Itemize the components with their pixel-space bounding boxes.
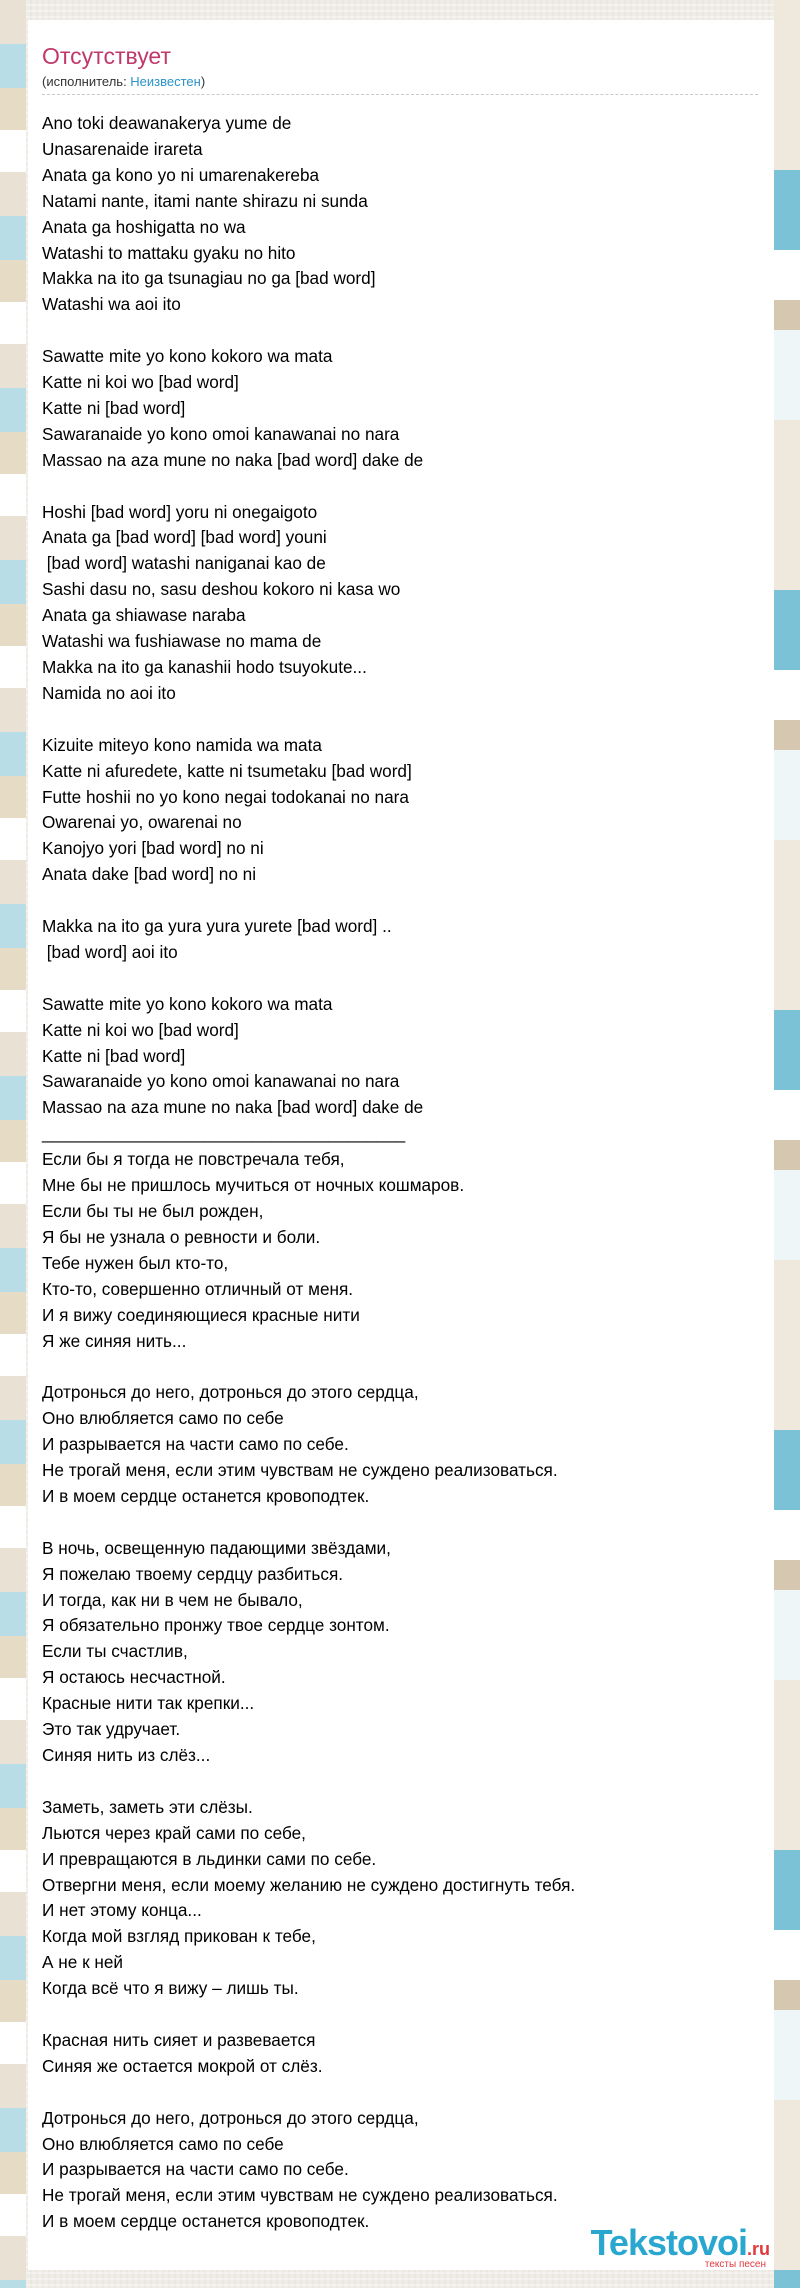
stanza-break	[42, 1354, 760, 1380]
lyric-line: Makka na ito ga yura yura yurete [bad word] ..	[42, 916, 392, 937]
lyric-line: Оно влюбляется само по себе	[42, 2133, 284, 2154]
lyric-line: Кто-то, совершенно отличный от меня.	[42, 1278, 354, 1299]
lyrics-card	[28, 20, 774, 2270]
lyric-line: И тогда, как ни в чем не бывало,	[42, 1589, 303, 1610]
lyric-line: Sawaranaide yo kono omoi kanawanai no nara	[42, 1071, 400, 1092]
lyric-line: Katte ni afuredete, katte ni tsumetaku [bad word]	[42, 760, 412, 781]
lyric-line: И я вижу соединяющиеся красные нити	[42, 1304, 360, 1325]
lyric-line: Когда всё что я вижу – лишь ты.	[42, 1978, 299, 1999]
stanza-break	[42, 1769, 760, 1795]
lyric-line: Синяя нить из слёз...	[42, 1744, 211, 1765]
lyric-line: [bad word] aoi ito	[42, 941, 178, 962]
lyric-line: И в моем сердце останется кровоподтек.	[42, 2211, 370, 2232]
stanza-break	[42, 966, 760, 992]
lyric-line: Watashi to mattaku gyaku no hito	[42, 242, 296, 263]
background-stripes-right	[774, 0, 800, 2288]
artist-link[interactable]: Неизвестен	[130, 74, 201, 89]
lyric-line: Если бы я тогда не повстречала тебя,	[42, 1149, 345, 1170]
song-title: Отсутствует	[42, 43, 171, 69]
lyric-line: [bad word] watashi naniganai kao de	[42, 553, 326, 574]
lyric-line: И в моем сердце останется кровоподтек.	[42, 1485, 370, 1506]
lyric-line: Когда мой взгляд прикован к тебе,	[42, 1926, 316, 1947]
lyric-line: Watashi wa fushiawase no mama de	[42, 631, 322, 652]
lyric-line: Я же синяя нить...	[42, 1330, 187, 1351]
lyric-line: Дотронься до него, дотронься до этого сердца,	[42, 1382, 419, 1403]
lyric-line: Ano toki deawanakerya yume de	[42, 113, 292, 133]
lyric-line: Не трогай меня, если этим чувствам не суждено реализоваться.	[42, 1460, 558, 1481]
lyric-line: Sawaranaide yo kono omoi kanawanai no nara	[42, 423, 400, 444]
lyric-line: И превращаются в льдинки сами по себе.	[42, 1848, 377, 1869]
lyric-line: Katte ni [bad word]	[42, 397, 186, 418]
lyric-line: Если бы ты не был рожден,	[42, 1200, 264, 1221]
lyric-line: В ночь, освещенную падающими звёздами,	[42, 1537, 391, 1558]
stanza-break	[42, 474, 760, 500]
stanza-break	[42, 2080, 760, 2106]
lyric-line: Watashi wa aoi ito	[42, 294, 181, 315]
lyric-line: Makka na ito ga kanashii hodo tsuyokute...	[42, 657, 367, 677]
lyric-line: Katte ni koi wo [bad word]	[42, 1019, 239, 1040]
lyric-line: Massao na aza mune no naka [bad word] dake de	[42, 449, 424, 470]
lyric-line: Anata ga hoshigatta no wa	[42, 216, 246, 237]
lyric-line: Anata ga kono yo ni umarenakereba	[42, 164, 320, 185]
site-logo[interactable]	[590, 2222, 770, 2270]
lyric-line: И разрывается на части само по себе.	[42, 2159, 349, 2180]
background-stripes-left	[0, 0, 26, 2288]
lyric-line: Kanojyo yori [bad word] no ni	[42, 838, 264, 859]
artist-line	[42, 73, 758, 95]
lyric-line: Makka na ito ga tsunagiau no ga [bad word]	[42, 268, 376, 289]
lyric-line: Я остаюсь несчастной.	[42, 1667, 226, 1688]
lyric-line: А не к ней	[42, 1952, 124, 1973]
lyric-line: Futte hoshii no yo kono negai todokanai no nara	[42, 786, 409, 807]
lyric-line: Красные нити так крепки...	[42, 1693, 255, 1714]
lyric-line: Синяя же остается мокрой от слёз.	[42, 2055, 323, 2076]
lyric-line: Owarenai yo, owarenai no	[42, 812, 242, 833]
lyric-line: Мне бы не пришлось мучиться от ночных кошмаров.	[42, 1175, 465, 1196]
lyric-line: Не трогай меня, если этим чувствам не суждено реализоваться.	[42, 2185, 558, 2206]
stanza-break	[42, 888, 760, 914]
lyric-line: Отвергни меня, если моему желанию не суждено достигнуть тебя.	[42, 1874, 576, 1895]
lyric-line: Unasarenaide irareta	[42, 138, 203, 159]
lyric-line: Anata ga shiawase naraba	[42, 605, 246, 626]
logo-tld: .ru	[746, 2239, 770, 2259]
lyric-line: Sawatte mite yo kono kokoro wa mata	[42, 993, 333, 1014]
lyric-line: Тебе нужен был кто-то,	[42, 1252, 229, 1273]
lyric-line: Sawatte mite yo kono kokoro wa mata	[42, 346, 333, 367]
artist-prefix: (исполнитель:	[42, 74, 131, 89]
lyric-line: И разрывается на части само по себе.	[42, 1434, 349, 1455]
lyric-line: Я бы не узнала о ревности и боли.	[42, 1226, 321, 1247]
stanza-break	[42, 1510, 760, 1536]
lyric-line: Massao na aza mune no naka [bad word] dake de	[42, 1097, 424, 1118]
lyrics-body	[42, 111, 760, 2235]
artist-suffix: )	[200, 74, 206, 89]
lyric-line: Katte ni koi wo [bad word]	[42, 372, 239, 393]
lyric-line: Заметь, заметь эти слёзы.	[42, 1796, 253, 1817]
logo-wordmark: Tekstovoi	[590, 2222, 747, 2263]
stanza-break	[42, 2002, 760, 2028]
lyric-line: Sashi dasu no, sasu deshou kokoro ni kasa wo	[42, 579, 401, 600]
lyric-line: Дотронься до него, дотронься до этого сердца,	[42, 2107, 419, 2128]
lyric-line: Я обязательно пронжу твое сердце зонтом.	[42, 1615, 390, 1636]
lyric-line: ______________________________________	[42, 1123, 406, 1144]
lyric-line: Kizuite miteyo kono namida wa mata	[42, 734, 322, 755]
lyric-line: Оно влюбляется само по себе	[42, 1408, 284, 1429]
lyric-line: Льются через край сами по себе,	[42, 1822, 306, 1843]
lyric-line: И нет этому конца...	[42, 1900, 202, 1921]
lyric-line: Красная нить сияет и развевается	[42, 2029, 316, 2050]
stanza-break	[42, 318, 760, 344]
stanza-break	[42, 707, 760, 733]
lyric-line: Natami nante, itami nante shirazu ni sunda	[42, 190, 368, 211]
lyric-line: Katte ni [bad word]	[42, 1045, 186, 1066]
lyric-line: Namida no aoi ito	[42, 682, 176, 703]
logo-tagline: тексты песен	[704, 2259, 766, 2270]
lyric-line: Hoshi [bad word] yoru ni onegaigoto	[42, 501, 318, 522]
lyric-line: Я пожелаю твоему сердцу разбиться.	[42, 1563, 344, 1584]
lyric-line: Это так удручает.	[42, 1719, 181, 1740]
lyric-line: Если ты счастлив,	[42, 1641, 188, 1662]
lyric-line: Anata ga [bad word] [bad word] youni	[42, 527, 327, 548]
lyric-line: Anata dake [bad word] no ni	[42, 864, 257, 885]
